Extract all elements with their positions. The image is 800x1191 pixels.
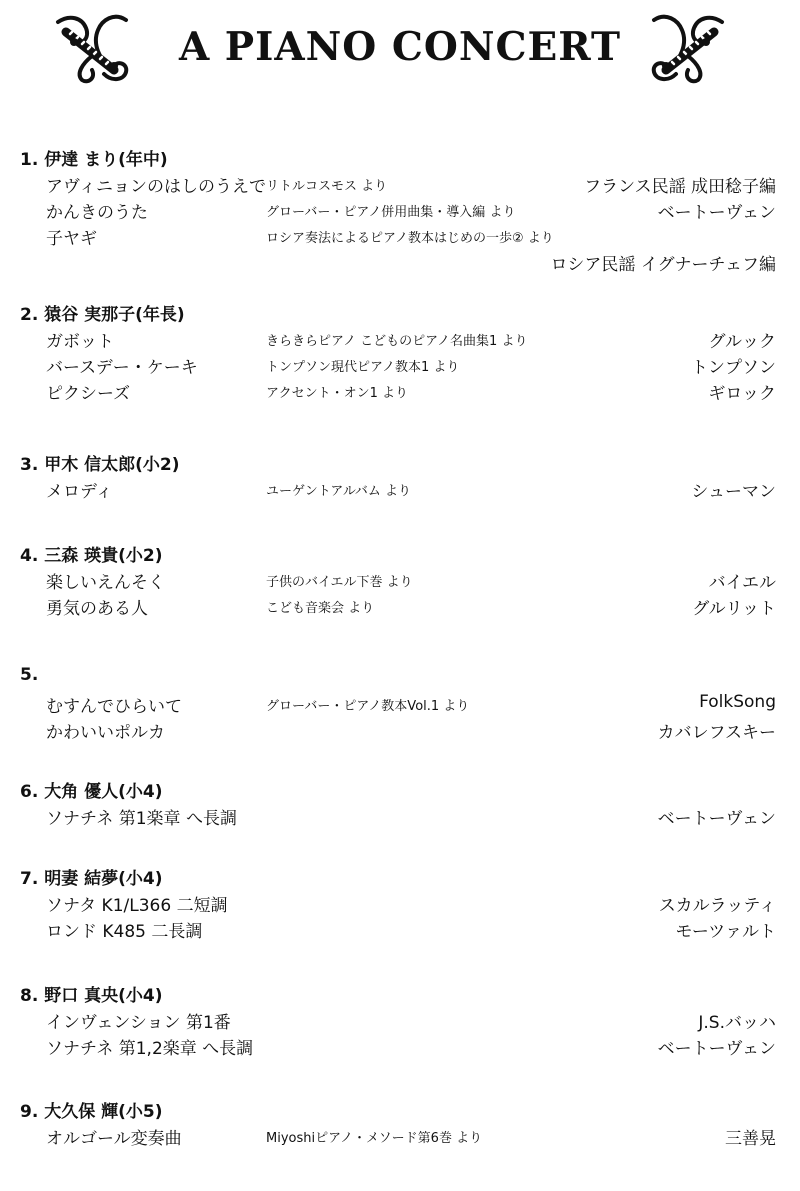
piece-source: グローバー・ピアノ併用曲集・導入編 より [266, 205, 516, 220]
piece-composer: ギロック [708, 384, 776, 404]
piece-row [0, 804, 800, 830]
piece-composer: トンプソン [691, 358, 776, 378]
piece-composer: ベートーヴェン [657, 203, 776, 223]
piece-composer: J.S.バッハ [698, 1013, 776, 1033]
piece-source: トンプソン現代ピアノ教本1 より [266, 360, 460, 375]
piece-row [0, 594, 800, 620]
piece-title: アヴィニョンのはしのうえで [46, 177, 266, 197]
piece-row [0, 891, 800, 917]
piece-title: ソナタ K1/L366 二短調 [46, 896, 228, 916]
performer-name: 5. [20, 665, 39, 685]
piece-source: アクセント・オン1 より [266, 386, 409, 401]
performer-name: 2. 猿谷 実那子(年長) [20, 305, 185, 325]
piece-composer: FolkSong [699, 692, 776, 712]
performer-name: 4. 三森 瑛貴(小2) [20, 546, 163, 566]
performer-name: 9. 大久保 輝(小5) [20, 1102, 163, 1122]
piece-title: ピクシーズ [46, 384, 131, 404]
piece-title: ソナチネ 第1,2楽章 へ長調 [46, 1039, 254, 1059]
piece-row [0, 1034, 800, 1060]
performer-name: 6. 大角 優人(小4) [20, 782, 163, 802]
piece-title: インヴェンション 第1番 [46, 1013, 231, 1033]
performer-name: 3. 甲木 信太郎(小2) [20, 455, 180, 475]
performer-name: 8. 野口 真央(小4) [20, 986, 163, 1006]
piece-composer: モーツァルト [675, 922, 776, 942]
piece-composer: 三善晃 [725, 1129, 776, 1149]
piece-title: ソナチネ 第1楽章 へ長調 [46, 809, 237, 829]
piece-row [0, 1124, 800, 1150]
piece-composer: カバレフスキー [657, 723, 776, 743]
piece-row [0, 379, 800, 405]
piece-composer: バイエル [708, 573, 776, 593]
performer-name: 1. 伊達 まり(年中) [20, 150, 168, 170]
piece-title: 楽しいえんそく [46, 573, 165, 593]
piece-title: むすんでひらいて [46, 697, 182, 717]
piece-composer: グルック [708, 332, 776, 352]
piece-title: バースデー・ケーキ [46, 358, 198, 378]
piece-source: グローバー・ピアノ教本Vol.1 より [266, 699, 470, 714]
piece-title: かわいいポルカ [46, 723, 165, 743]
piece-composer: ベートーヴェン [657, 809, 776, 829]
piece-row [0, 1008, 800, 1034]
piece-title: かんきのうた [46, 203, 148, 223]
performer-name: 7. 明妻 結夢(小4) [20, 869, 163, 889]
piece-source: 子供のバイエル下巻 より [266, 575, 413, 590]
piece-composer: シューマン [691, 482, 776, 502]
piece-row [0, 568, 800, 594]
piece-title: 子ヤギ [46, 229, 97, 249]
piece-row [0, 172, 800, 198]
piece-title: メロディ [46, 482, 113, 502]
piece-composer: ベートーヴェン [657, 1039, 776, 1059]
piece-title: ロンド K485 二長調 [46, 922, 203, 942]
piece-row [0, 477, 800, 503]
piece-composer: グルリット [692, 599, 776, 619]
piece-row [0, 353, 800, 379]
piece-row [0, 224, 800, 275]
piece-row [0, 718, 800, 744]
piece-source: こども音楽会 より [266, 601, 375, 616]
piece-composer: フランス民謡 成田稔子編 [584, 177, 776, 197]
piece-source: ユーゲントアルバム より [266, 484, 412, 499]
piece-title: ガボット [46, 332, 114, 352]
piece-title: 勇気のある人 [46, 599, 148, 619]
piece-row [0, 198, 800, 224]
piece-composer: スカルラッティ [658, 896, 776, 916]
piece-row [0, 917, 800, 943]
piece-composer: ロシア民謡 イグナーチェフ編 [550, 255, 776, 275]
piece-source: Miyoshiピアノ・メソード第6巻 より [266, 1131, 483, 1146]
piece-source: きらきらピアノ こどものピアノ名曲集1 より [266, 334, 528, 349]
page-title: A PIANO CONCERT [178, 24, 622, 70]
piece-title: オルゴール変奏曲 [46, 1129, 182, 1149]
piece-source: リトルコスモス より [266, 179, 388, 194]
piece-source: ロシア奏法によるピアノ教本はじめの一歩② より [266, 231, 554, 246]
piece-row [0, 692, 800, 718]
piece-row [0, 327, 800, 353]
